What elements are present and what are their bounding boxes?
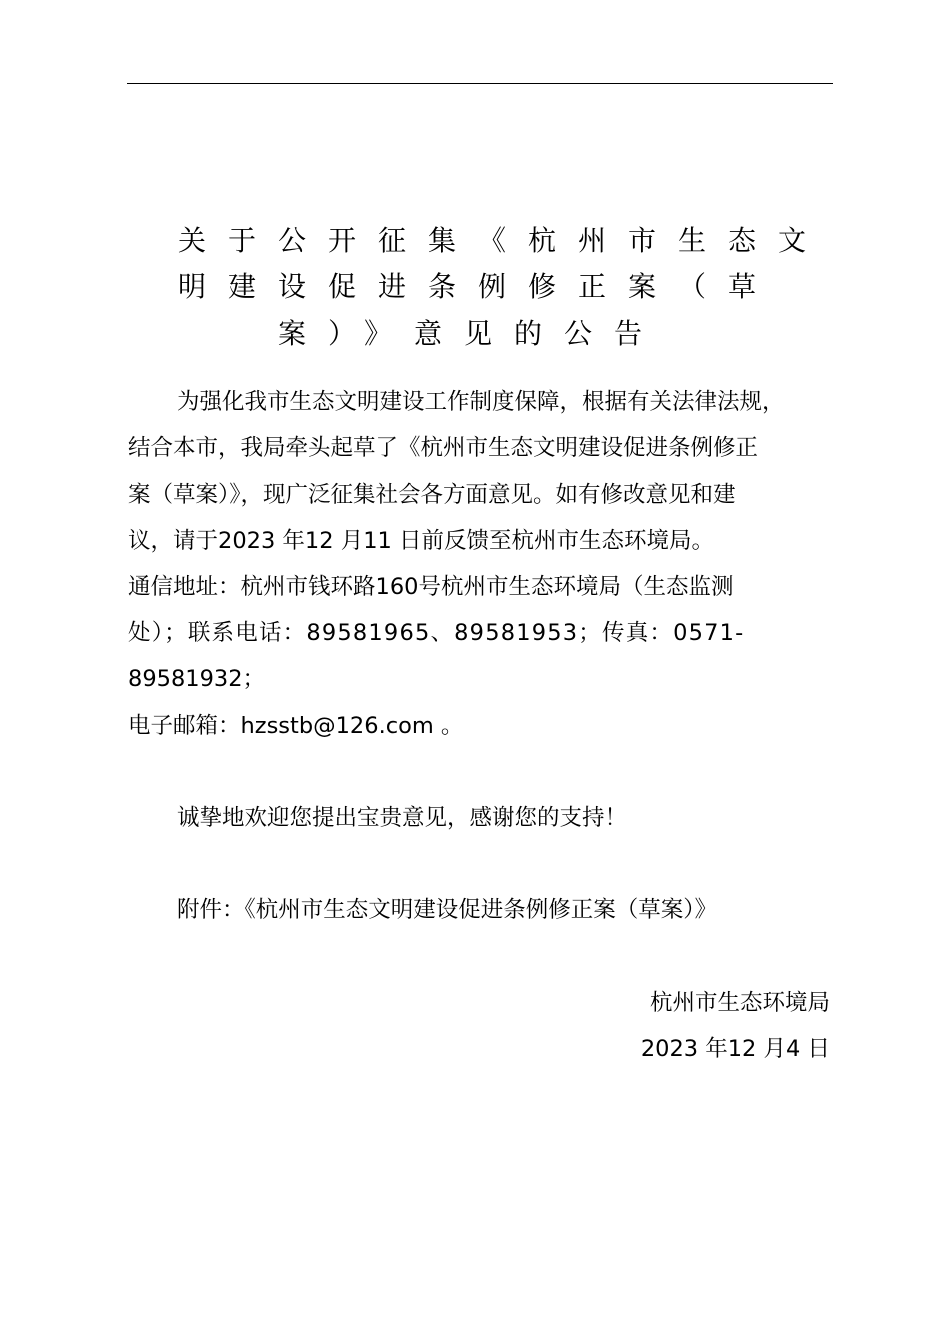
thanks-line: 诚挚地欢迎您提出宝贵意见，感谢您的支持！ <box>177 805 628 831</box>
body-line-3: 案（草案）》，现广泛征集社会各方面意见。如有修改意见和建 <box>128 482 736 508</box>
header-rule <box>127 83 833 84</box>
body-line-1: 为强化我市生态文明建设工作制度保障，根据有关法律法规， <box>177 389 785 415</box>
contact-address: 通信地址：杭州市钱环路160号杭州市生态环境局（生态监测 <box>128 574 734 600</box>
contact-fax-cont: 89581932； <box>128 666 266 692</box>
attachment-line: 附件：《杭州市生态文明建设促进条例修正案（草案）》 <box>177 897 718 923</box>
signature-org: 杭州市生态环境局 <box>649 990 830 1016</box>
contact-email: 电子邮箱：hzsstb@126.com 。 <box>128 713 464 739</box>
title-line-1: 关于公开征集《杭州市生态文 <box>178 224 829 257</box>
signature-date: 2023 年12 月4 日 <box>640 1036 830 1062</box>
title-line-2: 明建设促进条例修正案（草 <box>178 270 779 303</box>
contact-phone-fax: 处）；联系电话：89581965、89581953；传真：0571- <box>128 620 745 646</box>
body-line-2: 结合本市，我局牵头起草了《杭州市生态文明建设促进条例修正 <box>128 435 759 461</box>
title-line-3: 案）》意见的公告 <box>278 317 665 350</box>
body-line-4: 议，请于2023 年12 月11 日前反馈至杭州市生态环境局。 <box>128 528 714 554</box>
